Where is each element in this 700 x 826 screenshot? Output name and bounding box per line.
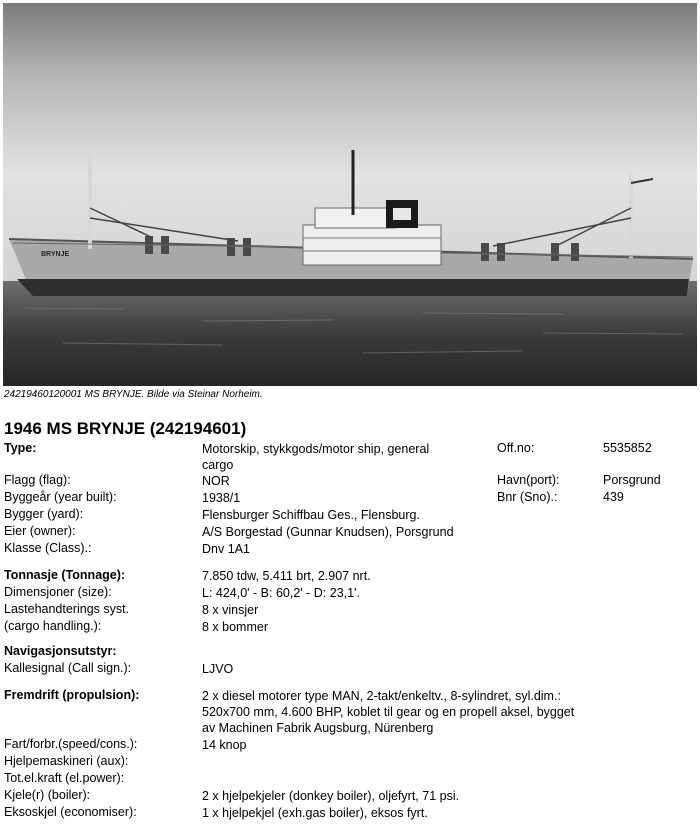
yard-label: Bygger (yard):: [4, 507, 84, 521]
economiser-label: Eksoskjel (economiser):: [4, 805, 137, 819]
propulsion-label: Fremdrift (propulsion):: [4, 688, 140, 702]
owner-label: Eier (owner):: [4, 524, 76, 538]
cargo-handling-value-1: 8 x vinsjer: [202, 603, 259, 617]
bnr-value: 439: [603, 490, 624, 504]
owner-value: A/S Borgestad (Gunnar Knudsen), Porsgrund: [202, 525, 454, 539]
cargo-handling-label-1: Lastehandterings syst.: [4, 602, 130, 616]
hull-name-text: BRYNJE: [41, 251, 70, 258]
port-value: Porsgrund: [603, 473, 661, 487]
propulsion-line3: av Machinen Fabrik Augsburg, Nürenberg: [202, 721, 434, 735]
tonnage-label: Tonnasje (Tonnage):: [4, 568, 126, 582]
class-label: Klasse (Class).:: [4, 541, 92, 555]
economiser-value: 1 x hjelpekjel (exh.gas boiler), eksos fyrt.: [202, 806, 428, 820]
callsign-value: LJVO: [202, 662, 234, 676]
power-label: Tot.el.kraft (el.power):: [4, 771, 125, 785]
offno-value: 5535852: [603, 441, 652, 455]
boiler-label: Kjele(r) (boiler):: [4, 788, 91, 802]
cargo-handling-value-2: 8 x bommer: [202, 620, 268, 634]
built-label: Byggeår (year built):: [4, 490, 117, 504]
offno-label: Off.no:: [497, 441, 535, 455]
built-value: 1938/1: [202, 491, 241, 505]
aux-label: Hjelpemaskineri (aux):: [4, 754, 129, 768]
tonnage-value: 7.850 tdw, 5.411 brt, 2.907 nrt.: [202, 569, 371, 583]
bnr-label: Bnr (Sno).:: [497, 490, 558, 504]
ship-photo: [3, 3, 697, 386]
type-value-line2: cargo: [202, 458, 234, 472]
speed-label: Fart/forbr.(speed/cons.):: [4, 737, 138, 751]
photo-caption: 24219460120001 MS BRYNJE. Bilde via Steinar Norheim.: [4, 389, 263, 400]
class-value: Dnv 1A1: [202, 542, 250, 556]
flag-label: Flagg (flag):: [4, 473, 71, 487]
dimensions-label: Dimensjoner (size):: [4, 585, 112, 599]
page-title: 1946 MS BRYNJE (242194601): [4, 419, 247, 438]
boiler-value: 2 x hjelpekjeler (donkey boiler), oljefyrt, 71 psi.: [202, 789, 460, 803]
dimensions-value: L: 424,0' - B: 60,2' - D: 23,1'.: [202, 586, 360, 600]
cargo-handling-label-2: (cargo handling.):: [4, 619, 102, 633]
propulsion-line2: 520x700 mm, 4.600 BHP, koblet til gear og en propell aksel, bygget: [202, 705, 575, 719]
speed-value: 14 knop: [202, 738, 247, 752]
flag-value: NOR: [202, 474, 230, 488]
propulsion-line1: 2 x diesel motorer type MAN, 2-takt/enkeltv., 8-sylindret, syl.dim.:: [202, 689, 561, 703]
navigation-label: Navigasjonsutstyr:: [4, 644, 117, 658]
yard-value: Flensburger Schiffbau Ges., Flensburg.: [202, 508, 420, 522]
callsign-label: Kallesignal (Call sign.):: [4, 661, 132, 675]
port-label: Havn(port):: [497, 473, 560, 487]
type-label: Type:: [4, 441, 37, 455]
type-value-line1: Motorskip, stykkgods/motor ship, general: [202, 442, 430, 456]
